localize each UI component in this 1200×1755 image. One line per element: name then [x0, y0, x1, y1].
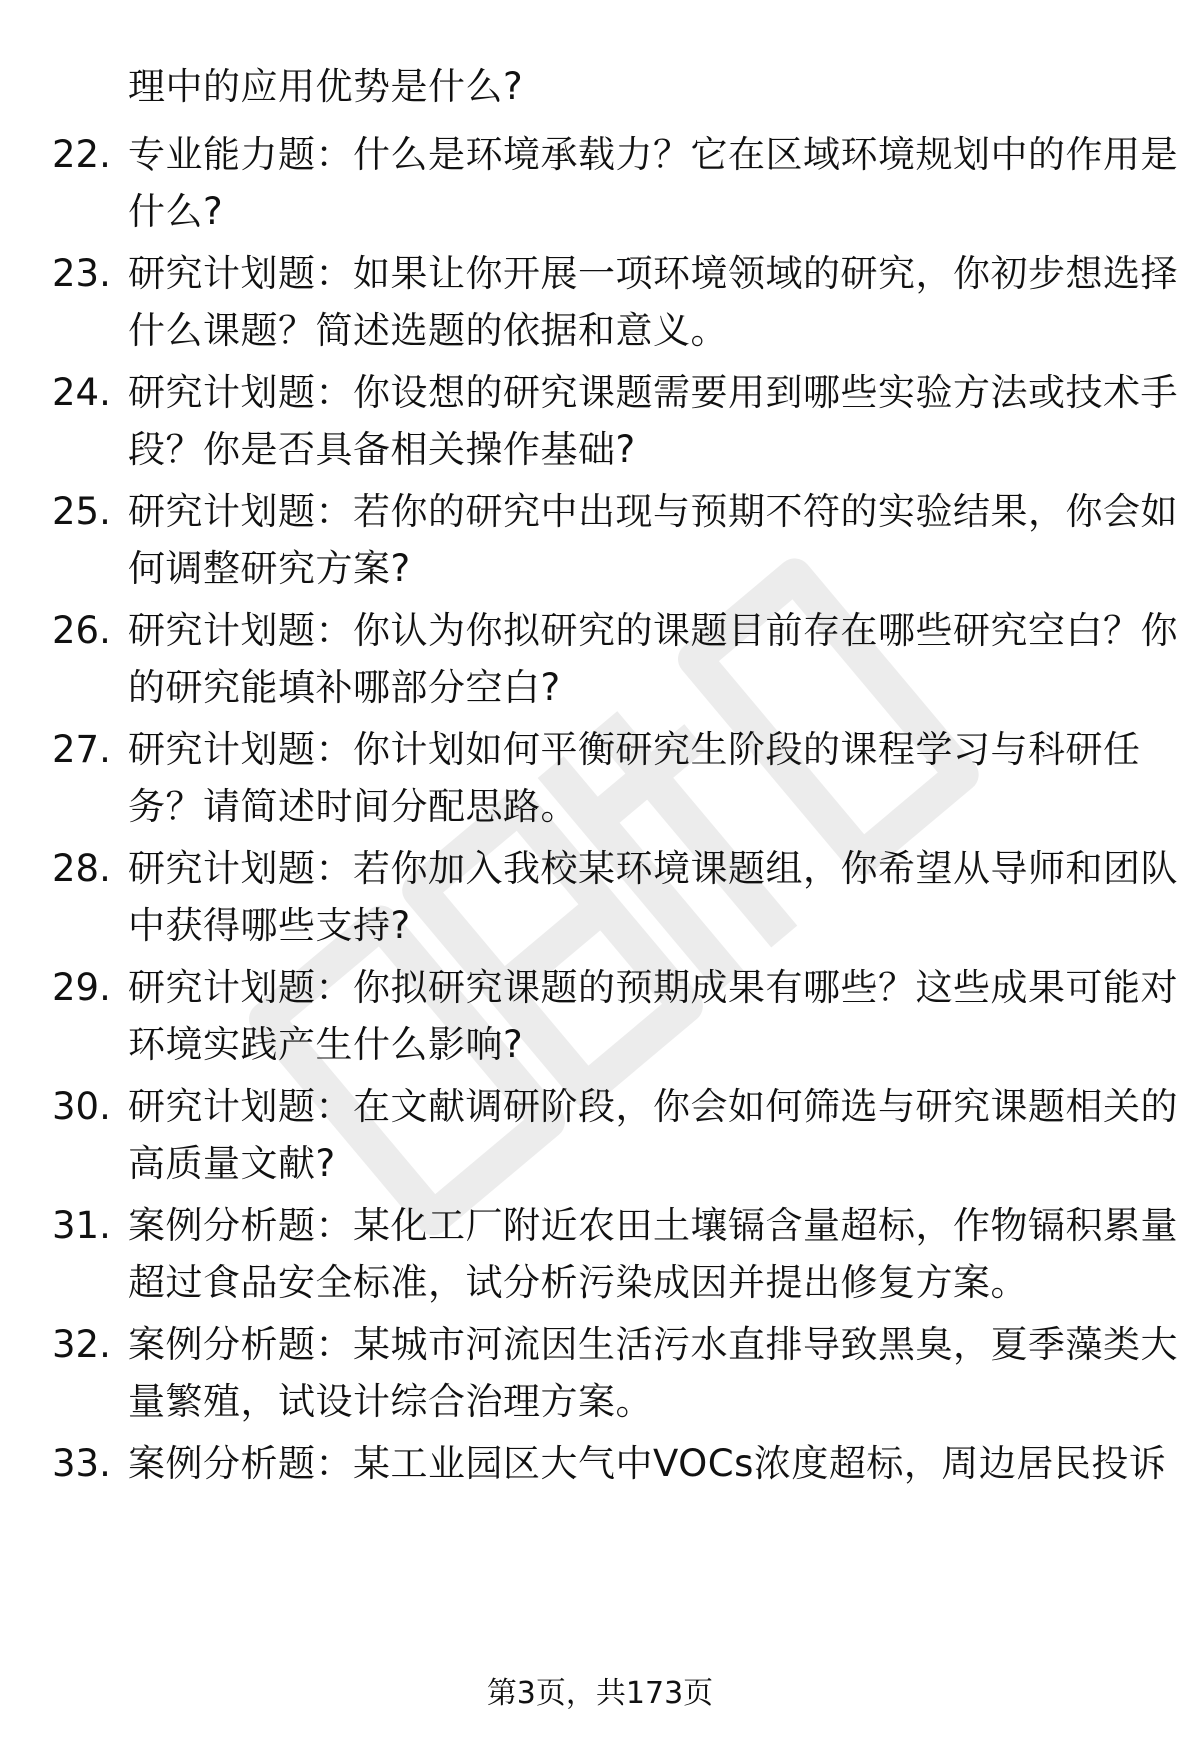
question-number: 24. [52, 371, 111, 414]
question-number: 32. [52, 1323, 111, 1366]
question-number: 31. [52, 1204, 111, 1247]
question-line: 高质量文献? [128, 1142, 336, 1185]
question-line: 研究计划题：你计划如何平衡研究生阶段的课程学习与科研任 [128, 728, 1141, 771]
question-line: 中获得哪些支持? [128, 904, 411, 947]
question-line: 案例分析题：某城市河流因生活污水直排导致黑臭，夏季藻类大 [128, 1323, 1178, 1366]
question-number: 23. [52, 252, 111, 295]
question-number: 25. [52, 490, 111, 533]
question-number: 22. [52, 133, 111, 176]
question-number: 30. [52, 1085, 111, 1128]
question-line: 何调整研究方案? [128, 547, 411, 590]
question-line: 案例分析题：某工业园区大气中VOCs浓度超标，周边居民投诉 [128, 1442, 1167, 1485]
page-footer [0, 1672, 1200, 1716]
page-number-label: 第3页，共173页 [486, 1676, 714, 1711]
question-line: 专业能力题：什么是环境承载力？它在区域环境规划中的作用是 [128, 133, 1178, 176]
question-line: 段？你是否具备相关操作基础? [128, 428, 636, 471]
question-line: 研究计划题：若你加入我校某环境课题组，你希望从导师和团队 [128, 847, 1178, 890]
question-line: 研究计划题：你认为你拟研究的课题目前存在哪些研究空白？你 [128, 609, 1178, 652]
question-line: 研究计划题：你拟研究课题的预期成果有哪些？这些成果可能对 [128, 966, 1178, 1009]
question-line: 案例分析题：某化工厂附近农田土壤镉含量超标，作物镉积累量 [128, 1204, 1178, 1247]
question-number: 27. [52, 728, 111, 771]
question-line: 务？请简述时间分配思路。 [128, 785, 578, 828]
question-line: 研究计划题：若你的研究中出现与预期不符的实验结果，你会如 [128, 490, 1178, 533]
question-number: 29. [52, 966, 111, 1009]
question-line: 研究计划题：在文献调研阶段，你会如何筛选与研究课题相关的 [128, 1085, 1178, 1128]
question-number: 28. [52, 847, 111, 890]
question-line: 的研究能填补哪部分空白? [128, 666, 561, 709]
question-line: 研究计划题：如果让你开展一项环境领域的研究，你初步想选择 [128, 252, 1178, 295]
continuation-text: 理中的应用优势是什么? [128, 65, 524, 108]
question-line: 量繁殖，试设计综合治理方案。 [128, 1380, 653, 1423]
question-line: 什么课题？简述选题的依据和意义。 [128, 309, 728, 352]
question-line: 研究计划题：你设想的研究课题需要用到哪些实验方法或技术手 [128, 371, 1178, 414]
question-number: 33. [52, 1442, 111, 1485]
question-line: 什么? [128, 190, 224, 233]
question-line: 环境实践产生什么影响? [128, 1023, 524, 1066]
question-line: 超过食品安全标准，试分析污染成因并提出修复方案。 [128, 1261, 1028, 1304]
question-number: 26. [52, 609, 111, 652]
